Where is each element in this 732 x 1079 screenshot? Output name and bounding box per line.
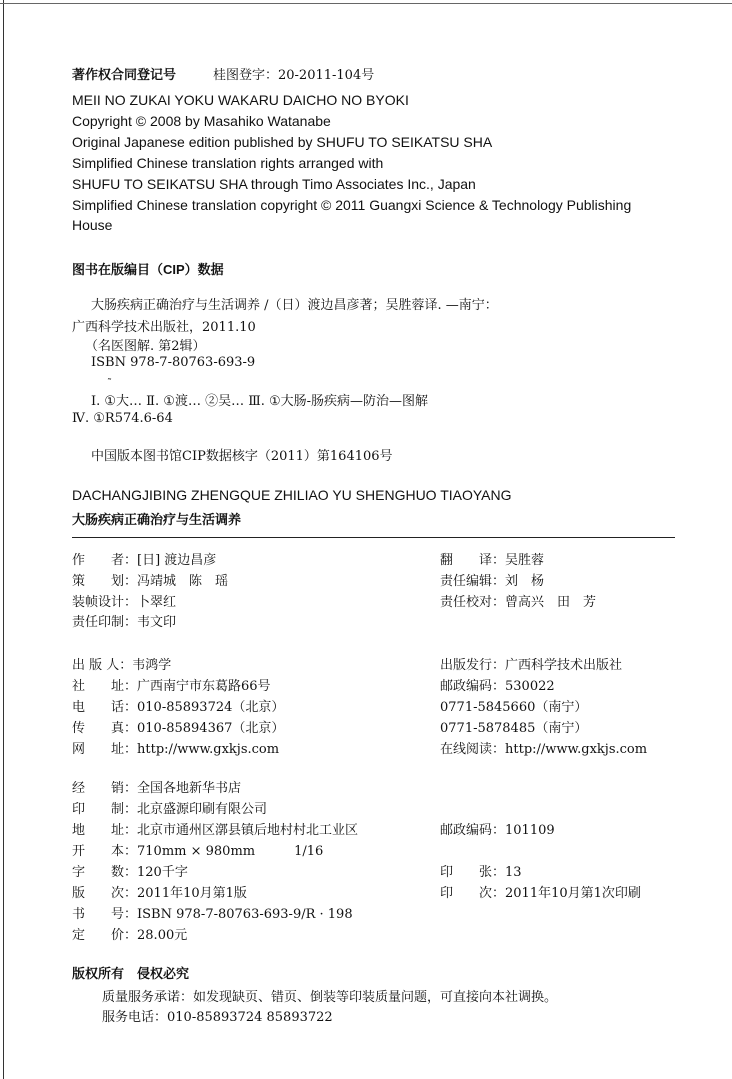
license-line: Simplified Chinese translation rights arranged with: [72, 155, 384, 171]
credit-row: [440, 549, 544, 568]
publisher-label: 电 话：: [72, 700, 138, 715]
publisher-label: 传 真：: [72, 721, 138, 736]
credit-label: 装帧设计：: [72, 595, 138, 610]
publisher-row: [440, 717, 587, 736]
credit-row: [440, 570, 544, 589]
publisher-value: 0771-5878485（南宁）: [440, 721, 588, 736]
publisher-value: 530022: [505, 679, 555, 694]
publisher-row: [440, 696, 587, 715]
print-row: [72, 819, 358, 838]
copyright-reg-label: 著作权合同登记号: [72, 67, 177, 82]
publisher-row: [72, 675, 271, 694]
credit-value: [日] 渡边昌彦: [137, 553, 217, 568]
publisher-label: 邮政编码：: [440, 679, 506, 694]
publisher-label: 网 址：: [72, 742, 138, 757]
publisher-label: 出 版 人：: [72, 658, 133, 673]
print-value: 全国各地新华书店: [137, 781, 242, 796]
credit-value: 韦文印: [137, 615, 177, 630]
credit-label: 责任编辑：: [440, 574, 506, 589]
print-label: 开 本：: [72, 844, 138, 859]
publisher-value: 广西科学技术出版社: [505, 658, 623, 673]
print-value: 北京盛源印刷有限公司: [137, 802, 268, 817]
print-value: 2011年10月第1次印刷: [505, 886, 641, 901]
credit-label: 责任校对：: [440, 595, 506, 610]
publisher-value: 010-85893724（北京）: [137, 700, 285, 715]
publisher-url: http://www.gxkjs.com: [137, 742, 280, 757]
license-line: Copyright © 2008 by Masahiko Watanabe: [72, 113, 331, 129]
credit-value: 曾高兴 田 芳: [505, 595, 597, 610]
publisher-row: [72, 717, 284, 736]
print-row: [72, 882, 247, 901]
cip-line: ISBN 978-7-80763-693-9: [91, 355, 256, 370]
service-promise: 质量服务承诺：如发现缺页、错页、倒装等印装质量问题，可直接向本社调换。: [102, 990, 558, 1005]
copyright-reg-value: 桂图登字：20-2011-104号: [213, 68, 375, 83]
license-line: SHUFU TO SEIKATSU SHA through Timo Associates Inc., Japan: [72, 176, 476, 192]
print-row: [72, 840, 323, 859]
title-pinyin: DACHANGJIBING ZHENGQUE ZHILIAO YU SHENGHUO TIAOYANG: [72, 487, 512, 503]
publisher-row: [440, 675, 555, 694]
title-chinese: 大肠疾病正确治疗与生活调养: [72, 512, 242, 527]
print-row: [72, 924, 187, 943]
credit-label: 策 划：: [72, 574, 138, 589]
publisher-value: 广西南宁市东葛路66号: [137, 679, 271, 694]
print-value: 120千字: [137, 865, 188, 880]
credit-row: [72, 570, 228, 589]
cip-verify-number: 中国版本图书馆CIP数据核字（2011）第164106号: [91, 449, 393, 464]
cip-heading: 图书在版编目（CIP）数据: [72, 262, 224, 277]
publisher-label: 出版发行：: [440, 658, 506, 673]
credit-row: [72, 549, 216, 568]
publisher-row: [72, 696, 284, 715]
print-label: 地 址：: [72, 823, 138, 838]
credit-label: 翻 译：: [440, 553, 506, 568]
license-line: MEII NO ZUKAI YOKU WAKARU DAICHO NO BYOKI: [72, 92, 409, 108]
credit-value: 卜翠红: [137, 595, 177, 610]
print-row: [440, 882, 641, 901]
divider-rule: [72, 537, 675, 538]
print-row: [72, 777, 241, 796]
page-border-top: [0, 3, 732, 4]
publisher-label: 社 址：: [72, 679, 138, 694]
print-value: 101109: [505, 823, 555, 838]
print-value: 28.00元: [137, 928, 188, 943]
print-label: 印 次：: [440, 886, 506, 901]
credit-value: 吴胜蓉: [505, 553, 545, 568]
print-label: 定 价：: [72, 928, 138, 943]
service-phone: 服务电话：010-85893724 85893722: [102, 1010, 333, 1025]
print-label: 印 张：: [440, 865, 506, 880]
cip-mark: ˜: [107, 378, 112, 389]
credit-value: 刘 杨: [505, 574, 545, 589]
publisher-value: 010-85894367（北京）: [137, 721, 285, 736]
cip-line: 广西科学技术出版社，2011.10: [72, 320, 256, 335]
print-row: [440, 861, 522, 880]
print-row: [72, 798, 267, 817]
print-value: 710mm × 980mm 1/16: [137, 844, 324, 859]
credit-row: [72, 611, 176, 630]
print-label: 经 销：: [72, 781, 138, 796]
cip-line: 大肠疾病正确治疗与生活调养 /（日）渡边昌彦著；吴胜蓉译. —南宁：: [91, 298, 498, 313]
print-row: [440, 819, 555, 838]
print-label: 印 制：: [72, 802, 138, 817]
license-line: Original Japanese edition published by SHUFU TO SEIKATSU SHA: [72, 134, 493, 150]
publisher-row: [72, 654, 171, 673]
print-value: 2011年10月第1版: [137, 886, 247, 901]
publisher-row: [72, 738, 279, 757]
rights-heading: 版权所有 侵权必究: [72, 966, 190, 981]
publisher-row: [440, 654, 622, 673]
publisher-value: 0771-5845660（南宁）: [440, 700, 588, 715]
page-border-left: [3, 0, 4, 1079]
publisher-row: [440, 738, 647, 757]
cip-line: （名医图解. 第2辑）: [85, 339, 206, 354]
publisher-label: 在线阅读：: [440, 742, 506, 757]
print-label: 字 数：: [72, 865, 138, 880]
print-row: [72, 861, 188, 880]
print-value: 北京市通州区漷县镇后地村村北工业区: [137, 823, 359, 838]
print-value: ISBN 978-7-80763-693-9/R · 198: [137, 907, 353, 922]
print-label: 版 次：: [72, 886, 138, 901]
credit-value: 冯靖城 陈 瑶: [137, 574, 229, 589]
cip-line: Ⅰ. ①大… Ⅱ. ①渡… ②吴… Ⅲ. ①大肠-肠疾病—防治—图解: [91, 394, 429, 409]
license-line: House: [72, 217, 113, 233]
credit-label: 责任印制：: [72, 615, 138, 630]
license-line: Simplified Chinese translation copyright © 2011 Guangxi Science & Technology Publishing: [72, 197, 632, 213]
credit-row: [440, 591, 596, 610]
credit-label: 作 者：: [72, 553, 138, 568]
print-value: 13: [505, 865, 522, 880]
credit-row: [72, 591, 176, 610]
publisher-url: http://www.gxkjs.com: [505, 742, 648, 757]
print-label: 邮政编码：: [440, 823, 506, 838]
print-label: 书 号：: [72, 907, 138, 922]
print-row: [72, 903, 353, 922]
publisher-value: 韦鸿学: [132, 658, 172, 673]
cip-line: Ⅳ. ①R574.6-64: [72, 411, 173, 426]
